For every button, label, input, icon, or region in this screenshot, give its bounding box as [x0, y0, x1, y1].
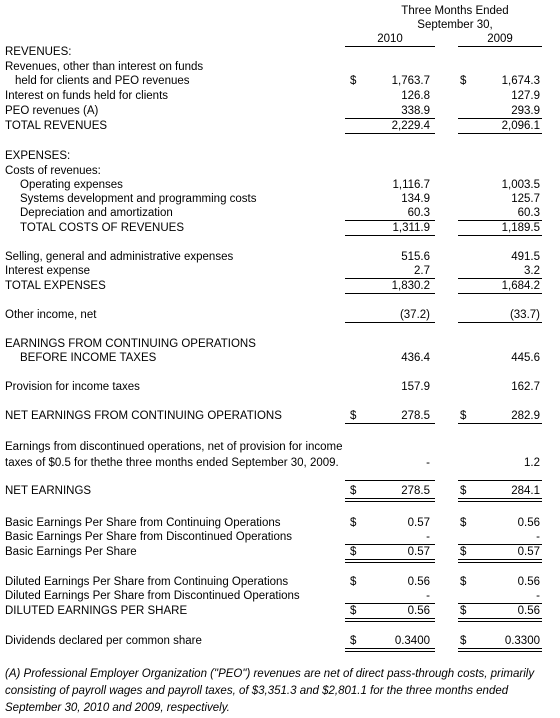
- deps-cont-label: Diluted Earnings Per Share from Continuing Operations: [5, 576, 289, 588]
- rev-other-2010: 1,763.7: [391, 75, 430, 87]
- provision-2010: 157.9: [401, 381, 430, 393]
- rule: [345, 621, 435, 622]
- rule: [345, 651, 435, 652]
- ecoa-2010: 436.4: [401, 352, 430, 364]
- rule: [345, 498, 435, 499]
- rule: [345, 559, 435, 560]
- deps-2010: 0.56: [407, 605, 430, 617]
- currency-symbol: $: [460, 576, 467, 588]
- rule: [458, 235, 542, 236]
- rule: [458, 562, 542, 563]
- rule: [458, 322, 542, 323]
- totexp-label: TOTAL EXPENSES: [5, 280, 106, 292]
- rule: [458, 423, 542, 424]
- revenues-heading: REVENUES:: [5, 46, 72, 58]
- tcr-label: TOTAL COSTS OF REVENUES: [20, 222, 185, 234]
- net-earnings-label: NET EARNINGS: [5, 485, 92, 497]
- rule: [345, 322, 435, 323]
- beps-disc-2010: -: [426, 531, 430, 543]
- total-revenues-2009: 2,096.1: [501, 120, 540, 132]
- dividends-2010: 0.3400: [394, 635, 430, 647]
- tcr-2009: 1,189.5: [501, 222, 540, 234]
- rev-other-2009: 1,674.3: [501, 75, 540, 87]
- header-year-2009: 2009: [487, 33, 513, 45]
- opex-2010: 1,116.7: [392, 179, 430, 191]
- rule: [345, 562, 435, 563]
- deps-2009: 0.56: [517, 605, 540, 617]
- deps-disc-2009: -: [536, 590, 540, 602]
- currency-symbol: $: [350, 517, 357, 529]
- beps-disc-2009: -: [536, 531, 540, 543]
- interest-2009: 127.9: [511, 90, 540, 102]
- peo-2010: 338.9: [401, 105, 430, 117]
- totexp-2009: 1,684.2: [501, 280, 540, 292]
- deps-disc-label: Diluted Earnings Per Share from Discontinued Operations: [5, 590, 300, 602]
- rule: [345, 423, 435, 424]
- intexp-2009: 3.2: [524, 265, 540, 277]
- rule: [458, 133, 542, 134]
- rev-other-label-1: Revenues, other than interest on funds: [5, 61, 204, 73]
- deps-cont-2009: 0.56: [517, 576, 540, 588]
- peo-2009: 293.9: [511, 105, 540, 117]
- rule: [458, 293, 542, 294]
- costs-heading: Costs of revenues:: [5, 165, 101, 177]
- rule: [458, 501, 542, 502]
- sga-2009: 491.5: [511, 251, 540, 263]
- beps-label: Basic Earnings Per Share: [5, 546, 137, 558]
- deps-disc-2010: -: [426, 590, 430, 602]
- rule: [458, 621, 542, 622]
- necoa-label: NET EARNINGS FROM CONTINUING OPERATIONS: [5, 410, 282, 422]
- currency-symbol: $: [350, 75, 357, 87]
- sysdev-2009: 125.7: [511, 193, 540, 205]
- beps-cont-2009: 0.56: [517, 517, 540, 529]
- disc-ops-2010: -: [426, 457, 430, 469]
- beps-cont-2010: 0.57: [407, 517, 430, 529]
- currency-symbol: $: [460, 546, 467, 558]
- currency-symbol: $: [350, 605, 357, 617]
- currency-symbol: $: [460, 485, 467, 497]
- currency-symbol: $: [460, 517, 467, 529]
- currency-symbol: $: [350, 546, 357, 558]
- provision-2009: 162.7: [511, 381, 540, 393]
- totexp-2010: 1,830.2: [391, 280, 430, 292]
- sysdev-label: Systems development and programming costs: [20, 193, 257, 205]
- rule: [458, 651, 542, 652]
- intexp-label: Interest expense: [5, 265, 91, 277]
- rule: [458, 618, 542, 619]
- sga-label: Selling, general and administrative expenses: [5, 251, 234, 263]
- opex-label: Operating expenses: [20, 179, 123, 191]
- rule: [345, 501, 435, 502]
- currency-symbol: $: [460, 605, 467, 617]
- currency-symbol: $: [350, 576, 357, 588]
- currency-symbol: $: [460, 410, 467, 422]
- dividends-label: Dividends declared per common share: [5, 635, 202, 647]
- rule: [345, 648, 435, 649]
- depr-label: Depreciation and amortization: [20, 207, 173, 219]
- rule: [345, 618, 435, 619]
- intexp-2010: 2.7: [414, 265, 430, 277]
- currency-symbol: $: [460, 635, 467, 647]
- currency-symbol: $: [350, 410, 357, 422]
- beps-2010: 0.57: [407, 546, 430, 558]
- beps-cont-label: Basic Earnings Per Share from Continuing Operations: [5, 517, 281, 529]
- other-income-2010: (37.2): [399, 309, 430, 321]
- deps-label: DILUTED EARNINGS PER SHARE: [5, 605, 188, 617]
- beps-disc-label: Basic Earnings Per Share from Discontinued Operations: [5, 531, 293, 543]
- peo-label: PEO revenues (A): [5, 105, 99, 117]
- currency-symbol: $: [460, 75, 467, 87]
- header-rule-2010: [345, 46, 435, 47]
- interest-2010: 126.8: [401, 90, 430, 102]
- rule: [458, 648, 542, 649]
- ecoa-label-2: BEFORE INCOME TAXES: [20, 352, 157, 364]
- total-revenues-2010: 2,229.4: [391, 120, 430, 132]
- provision-label: Provision for income taxes: [5, 381, 140, 393]
- rule: [345, 235, 435, 236]
- header-title-line1: Three Months Ended: [401, 5, 509, 17]
- total-revenues-label: TOTAL REVENUES: [5, 120, 108, 132]
- depr-2009: 60.3: [517, 207, 540, 219]
- interest-label: Interest on funds held for clients: [5, 90, 169, 102]
- necoa-2010: 278.5: [401, 410, 430, 422]
- currency-symbol: $: [350, 485, 357, 497]
- sysdev-2010: 134.9: [401, 193, 430, 205]
- rule: [345, 293, 435, 294]
- rev-other-label-2: held for clients and PEO revenues: [15, 75, 190, 87]
- depr-2010: 60.3: [407, 207, 430, 219]
- rule: [345, 480, 435, 481]
- disc-ops-label-2: taxes of $0.5 for thethe three months ended September 30, 2009.: [5, 457, 339, 469]
- necoa-2009: 282.9: [511, 410, 540, 422]
- currency-symbol: $: [350, 635, 357, 647]
- disc-ops-label-1: Earnings from discontinued operations, net of provision for income: [5, 441, 343, 453]
- disc-ops-2009: 1.2: [524, 457, 540, 469]
- opex-2009: 1,003.5: [501, 179, 540, 191]
- deps-cont-2010: 0.56: [407, 576, 430, 588]
- other-income-2009: (33.7): [509, 309, 540, 321]
- net-earnings-2009: 284.1: [511, 485, 540, 497]
- other-income-label: Other income, net: [5, 309, 97, 321]
- rule: [458, 559, 542, 560]
- sga-2010: 515.6: [401, 251, 430, 263]
- rule: [458, 480, 542, 481]
- header-title-line2: September 30,: [417, 19, 493, 31]
- rule: [458, 498, 542, 499]
- ecoa-label-1: EARNINGS FROM CONTINUING OPERATIONS: [5, 338, 256, 350]
- tcr-2010: 1,311.9: [392, 222, 430, 234]
- ecoa-2009: 445.6: [511, 352, 540, 364]
- net-earnings-2010: 278.5: [401, 485, 430, 497]
- dividends-2009: 0.3300: [504, 635, 540, 647]
- footnote-a: (A) Professional Employer Organization ("PEO") revenues are net of direct pass-through costs, primarily consisting of payroll wages and payroll taxes, of $3,351.3 and $2,801.1 for the three months ended September 30, 2010 and 2009, respectively.: [5, 668, 535, 714]
- header-rule-2009: [458, 46, 542, 47]
- expenses-heading: EXPENSES:: [5, 150, 71, 162]
- rule: [345, 133, 435, 134]
- beps-2009: 0.57: [517, 546, 540, 558]
- header-year-2010: 2010: [377, 33, 403, 45]
